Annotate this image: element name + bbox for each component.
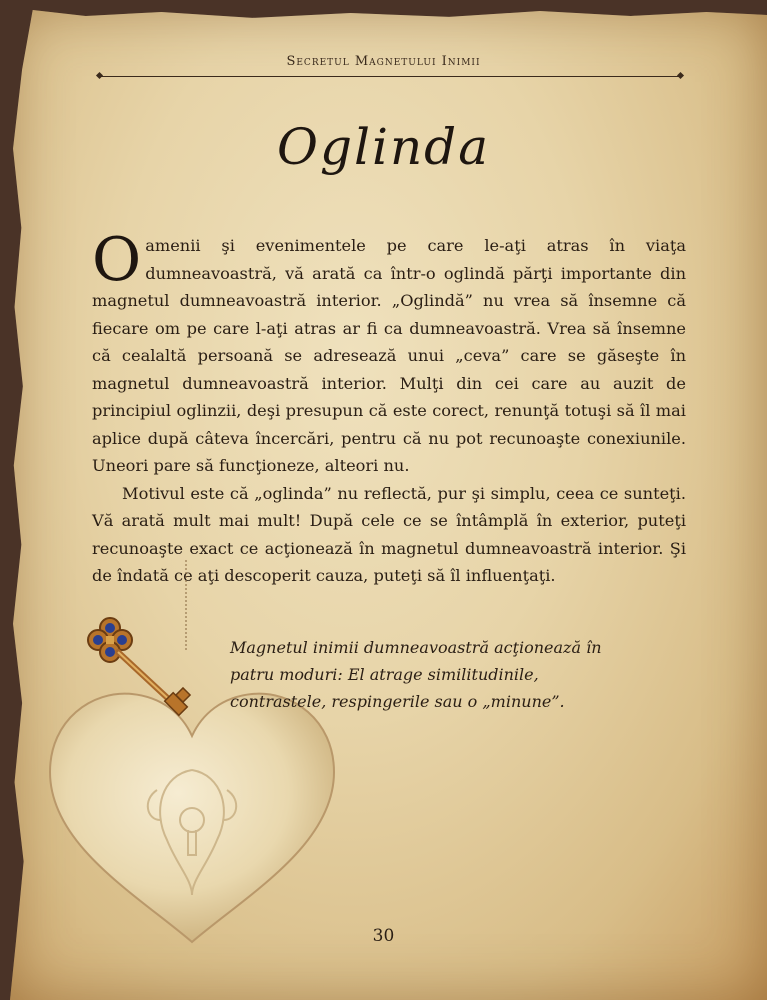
- header-rule: [100, 76, 680, 77]
- key-icon: [80, 610, 210, 730]
- chapter-title: Oglinda: [277, 118, 490, 176]
- drop-cap: O: [92, 225, 142, 295]
- page-number: 30: [372, 926, 395, 946]
- running-title: Secretul Magnetului Inimii: [286, 54, 481, 69]
- paragraph-2: Motivul este că „oglinda” nu reflectă, pur şi simplu, ceea ce sunteţi. Vă arată mult mai mult! După cele ce se întâmplă în exterior, puteţi recunoaşte exact ce acţionează în magnetul dumneavoastră interior. Şi de îndată ce aţi descoperit cauza, puteţi să îl influenţaţi.: [92, 483, 686, 585]
- paragraph-1-text: amenii şi evenimentele pe care le-aţi atras în viaţa dumneavoastră, vă arată ca într-o oglindă părţi importante din magnetul dumneavoastră interior. „Oglindă” nu vrea să însemne că fiecare om pe care l-aţi atras ar fi ca dumneavoastră. Vrea să însemne că cealaltă persoană se adresează unui „ceva” care se găseşte în magnetul dumneavoastră interior. Mulţi din cei care au auzit de principiul oglinzii, deşi presupun că este corect, renunţă totuşi să îl mai aplice după câteva încercări, pentru că nu pot recunoaşte conexiunile. Uneori pare să funcţioneze, alteori nu.: [92, 236, 686, 475]
- paragraph-1: [92, 225, 686, 480]
- callout-quote: Magnetul inimii dumneavoastră acţionează în patru moduri: El atrage similitudinile, contrastele, respingerile sau o „minune”.: [230, 638, 602, 711]
- body-text: [92, 225, 686, 590]
